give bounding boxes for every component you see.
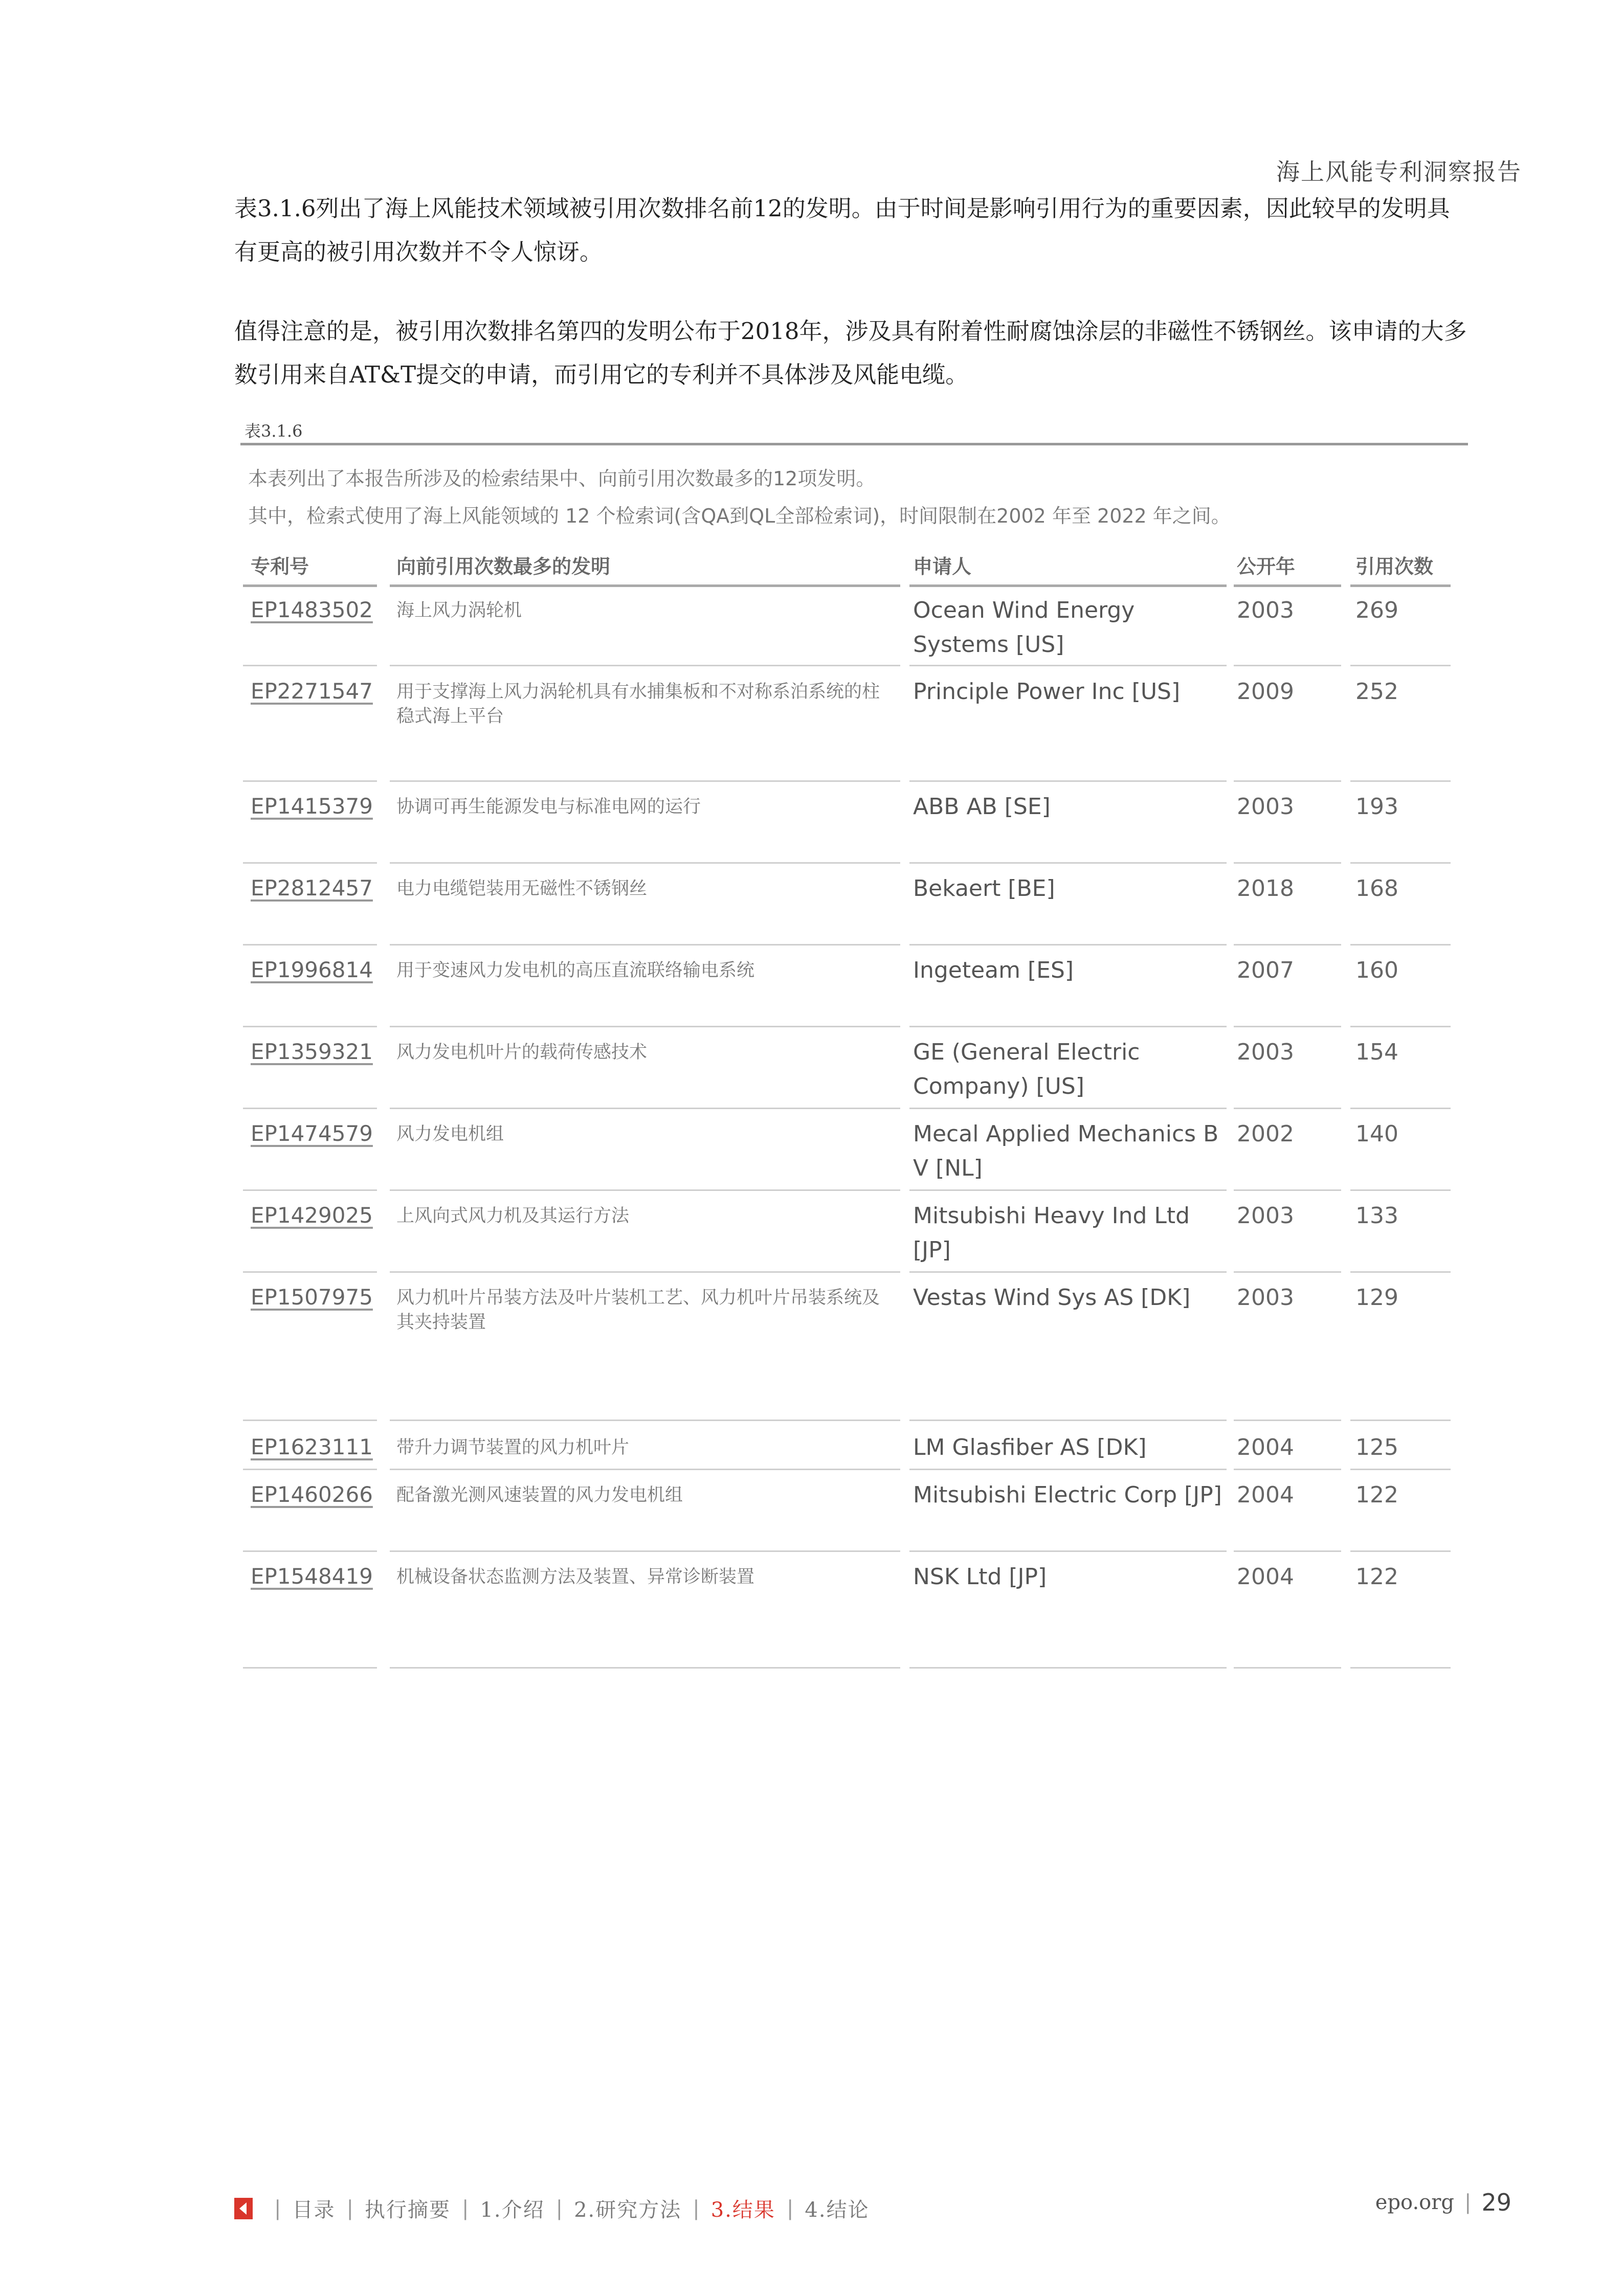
row-rule xyxy=(390,1469,900,1470)
row-rule xyxy=(1234,1108,1341,1109)
paragraph-2: 值得注意的是，被引用次数排名第四的发明公布于2018年，涉及具有附着性耐腐蚀涂层的非磁性不锈钢丝。该申请的大多数引用来自AT&T提交的申请，而引用它的专利并不具体涉及风能电缆。 xyxy=(234,318,1467,388)
separator: | xyxy=(461,2196,469,2220)
row-rule xyxy=(243,1189,377,1191)
cell-invention: 上风向式风力机及其运行方法 xyxy=(396,1206,630,1226)
cell-citations: 168 xyxy=(1355,875,1398,902)
cell-invention: 风力发电机组 xyxy=(396,1124,504,1144)
row-rule xyxy=(1234,944,1341,946)
row-rule xyxy=(243,1667,377,1669)
cell-year: 2003 xyxy=(1237,1285,1294,1311)
cell-citations: 154 xyxy=(1355,1039,1398,1065)
cell-patent-no[interactable]: EP1623111 xyxy=(251,1434,373,1459)
separator: | xyxy=(346,2196,353,2220)
row-rule xyxy=(243,1420,377,1421)
row-rule xyxy=(1234,1550,1341,1552)
cell-applicant: GE (General Electric Company) [US] xyxy=(913,1039,1140,1099)
nav-intro[interactable]: 1.介绍 xyxy=(480,2198,545,2222)
footer-nav xyxy=(234,2194,870,2223)
cell-invention: 配备激光测风速装置的风力发电机组 xyxy=(396,1485,683,1505)
row-rule xyxy=(1350,1469,1451,1470)
cell-applicant: ABB AB [SE] xyxy=(913,794,1051,820)
row-rule xyxy=(909,665,1227,666)
cell-applicant: Mitsubishi Heavy Ind Ltd [JP] xyxy=(913,1203,1190,1263)
row-rule xyxy=(243,862,377,864)
cell-citations: 125 xyxy=(1355,1434,1398,1460)
row-rule xyxy=(243,1550,377,1552)
row-rule xyxy=(1350,1420,1451,1421)
cell-invention: 电力电缆铠装用无磁性不锈钢丝 xyxy=(396,879,648,899)
row-rule xyxy=(1234,1667,1341,1669)
row-rule xyxy=(243,944,377,946)
cell-applicant: Bekaert [BE] xyxy=(913,875,1055,902)
cell-year: 2002 xyxy=(1237,1121,1294,1147)
row-rule xyxy=(390,1271,900,1273)
header-applicant: 申请人 xyxy=(913,555,972,578)
row-rule xyxy=(390,1108,900,1109)
nav-methods[interactable]: 2.研究方法 xyxy=(574,2198,682,2222)
header-rule xyxy=(390,584,900,587)
cell-citations: 193 xyxy=(1355,794,1398,820)
header-rule xyxy=(243,584,377,587)
row-rule xyxy=(243,1108,377,1109)
row-rule xyxy=(1350,780,1451,782)
table-description-2: 其中，检索式使用了海上风能领域的 12 个检索词(含QA到QL全部检索词)，时间限制在2002 年至 2022 年之间。 xyxy=(248,505,1231,527)
row-rule xyxy=(1350,1108,1451,1109)
nav-toc[interactable]: 目录 xyxy=(292,2198,336,2222)
nav-conclusion[interactable]: 4.结论 xyxy=(805,2198,870,2222)
nav-results[interactable]: 3.结果 xyxy=(710,2198,775,2222)
row-rule xyxy=(390,1026,900,1027)
cell-year: 2003 xyxy=(1237,1203,1294,1229)
separator: | xyxy=(555,2196,563,2220)
row-rule xyxy=(1234,1189,1341,1191)
report-title: 海上风能专利洞察报告 xyxy=(1276,158,1522,186)
cell-patent-no[interactable]: EP1548419 xyxy=(251,1564,373,1589)
header-invention: 向前引用次数最多的发明 xyxy=(396,555,611,578)
row-rule xyxy=(909,780,1227,782)
row-rule xyxy=(909,1469,1227,1470)
header-year: 公开年 xyxy=(1237,555,1296,578)
row-rule xyxy=(1234,1271,1341,1273)
separator: | xyxy=(786,2196,794,2220)
cell-year: 2018 xyxy=(1237,875,1294,902)
table-description-1: 本表列出了本报告所涉及的检索结果中、向前引用次数最多的12项发明。 xyxy=(248,467,876,490)
header-rule xyxy=(1234,584,1341,587)
row-rule xyxy=(1234,665,1341,666)
row-rule xyxy=(243,665,377,666)
header-patent-no: 专利号 xyxy=(251,555,309,578)
row-rule xyxy=(1350,1189,1451,1191)
nav-summary[interactable]: 执行摘要 xyxy=(364,2198,451,2222)
cell-year: 2003 xyxy=(1237,597,1294,623)
row-rule xyxy=(1350,1026,1451,1027)
row-rule xyxy=(390,665,900,666)
row-rule xyxy=(390,780,900,782)
row-rule xyxy=(1234,862,1341,864)
cell-citations: 133 xyxy=(1355,1203,1398,1229)
cell-year: 2004 xyxy=(1237,1434,1294,1460)
row-rule xyxy=(909,1667,1227,1669)
cell-applicant: Mecal Applied Mechanics B V [NL] xyxy=(913,1121,1219,1181)
cell-invention: 风力机叶片吊装方法及叶片装机工艺、风力机叶片吊装系统及其夹持装置 xyxy=(396,1288,880,1333)
row-rule xyxy=(909,1189,1227,1191)
cell-invention: 协调可再生能源发电与标准电网的运行 xyxy=(396,797,701,817)
row-rule xyxy=(909,1420,1227,1421)
cell-year: 2009 xyxy=(1237,679,1294,705)
cell-year: 2004 xyxy=(1237,1564,1294,1590)
cell-citations: 122 xyxy=(1355,1564,1398,1590)
row-rule xyxy=(909,1271,1227,1273)
cell-applicant: NSK Ltd [JP] xyxy=(913,1564,1047,1590)
row-rule xyxy=(390,944,900,946)
row-rule xyxy=(1350,862,1451,864)
cell-applicant: Ocean Wind Energy Systems [US] xyxy=(913,597,1135,658)
cell-citations: 140 xyxy=(1355,1121,1398,1147)
back-arrow-icon[interactable] xyxy=(234,2198,253,2219)
cell-year: 2007 xyxy=(1237,957,1294,983)
cell-patent-no[interactable]: EP1415379 xyxy=(251,794,373,819)
site-link[interactable]: epo.org xyxy=(1375,2191,1454,2214)
row-rule xyxy=(390,1420,900,1421)
cell-applicant: Ingeteam [ES] xyxy=(913,957,1074,983)
cell-year: 2003 xyxy=(1237,794,1294,820)
row-rule xyxy=(390,862,900,864)
row-rule xyxy=(1350,1667,1451,1669)
cell-applicant: Vestas Wind Sys AS [DK] xyxy=(913,1285,1191,1311)
row-rule xyxy=(909,1550,1227,1552)
cell-applicant: LM Glasfiber AS [DK] xyxy=(913,1434,1147,1460)
row-rule xyxy=(909,1026,1227,1027)
row-rule xyxy=(243,1026,377,1027)
row-rule xyxy=(1350,665,1451,666)
row-rule xyxy=(909,944,1227,946)
cell-patent-no[interactable]: EP1429025 xyxy=(251,1203,373,1228)
row-rule xyxy=(909,1108,1227,1109)
cell-invention: 用于变速风力发电机的高压直流联络输电系统 xyxy=(396,960,755,981)
cell-applicant: Principle Power Inc [US] xyxy=(913,679,1181,705)
header-rule xyxy=(909,584,1227,587)
row-rule xyxy=(1234,1469,1341,1470)
cell-citations: 160 xyxy=(1355,957,1398,983)
cell-invention: 用于支撑海上风力涡轮机具有水捕集板和不对称系泊系统的柱稳式海上平台 xyxy=(396,682,880,727)
cell-year: 2003 xyxy=(1237,1039,1294,1065)
cell-patent-no[interactable]: EP1359321 xyxy=(251,1039,373,1064)
cell-applicant: Mitsubishi Electric Corp [JP] xyxy=(913,1482,1222,1508)
cell-patent-no[interactable]: EP1483502 xyxy=(251,597,373,622)
cell-patent-no[interactable]: EP1996814 xyxy=(251,957,373,982)
row-rule xyxy=(909,862,1227,864)
header-citations: 引用次数 xyxy=(1355,555,1434,578)
cell-patent-no[interactable]: EP2271547 xyxy=(251,679,373,704)
cell-citations: 252 xyxy=(1355,679,1398,705)
row-rule xyxy=(1350,944,1451,946)
cell-citations: 269 xyxy=(1355,597,1398,623)
row-rule xyxy=(243,1469,377,1470)
row-rule xyxy=(243,1271,377,1273)
separator: | xyxy=(1464,2191,1472,2214)
separator: | xyxy=(274,2196,281,2220)
table-top-rule xyxy=(240,443,1468,445)
cell-year: 2004 xyxy=(1237,1482,1294,1508)
row-rule xyxy=(243,780,377,782)
row-rule xyxy=(1350,1550,1451,1552)
cell-patent-no[interactable]: EP1474579 xyxy=(251,1121,373,1146)
row-rule xyxy=(1234,1420,1341,1421)
cell-patent-no[interactable]: EP2812457 xyxy=(251,875,373,901)
row-rule xyxy=(1234,1026,1341,1027)
cell-patent-no[interactable]: EP1507975 xyxy=(251,1285,373,1310)
cell-invention: 海上风力涡轮机 xyxy=(396,600,522,621)
row-rule xyxy=(1350,1271,1451,1273)
cell-invention: 风力发电机叶片的载荷传感技术 xyxy=(396,1042,648,1063)
cell-invention: 机械设备状态监测方法及装置、异常诊断装置 xyxy=(396,1567,755,1587)
page-number: 29 xyxy=(1481,2189,1511,2216)
separator: | xyxy=(693,2196,700,2220)
row-rule xyxy=(1234,780,1341,782)
row-rule xyxy=(390,1550,900,1552)
cell-citations: 122 xyxy=(1355,1482,1398,1508)
row-rule xyxy=(390,1667,900,1669)
footer-right xyxy=(1375,2189,1511,2216)
paragraph-1: 表3.1.6列出了海上风能技术领域被引用次数排名前12的发明。由于时间是影响引用行为的重要因素，因此较早的发明具有更高的被引用次数并不令人惊讶。 xyxy=(234,195,1450,265)
cell-citations: 129 xyxy=(1355,1285,1398,1311)
row-rule xyxy=(390,1189,900,1191)
header-rule xyxy=(1350,584,1451,587)
cell-patent-no[interactable]: EP1460266 xyxy=(251,1482,373,1507)
cell-invention: 带升力调节装置的风力机叶片 xyxy=(396,1437,630,1458)
table-label: 表3.1.6 xyxy=(244,421,303,441)
